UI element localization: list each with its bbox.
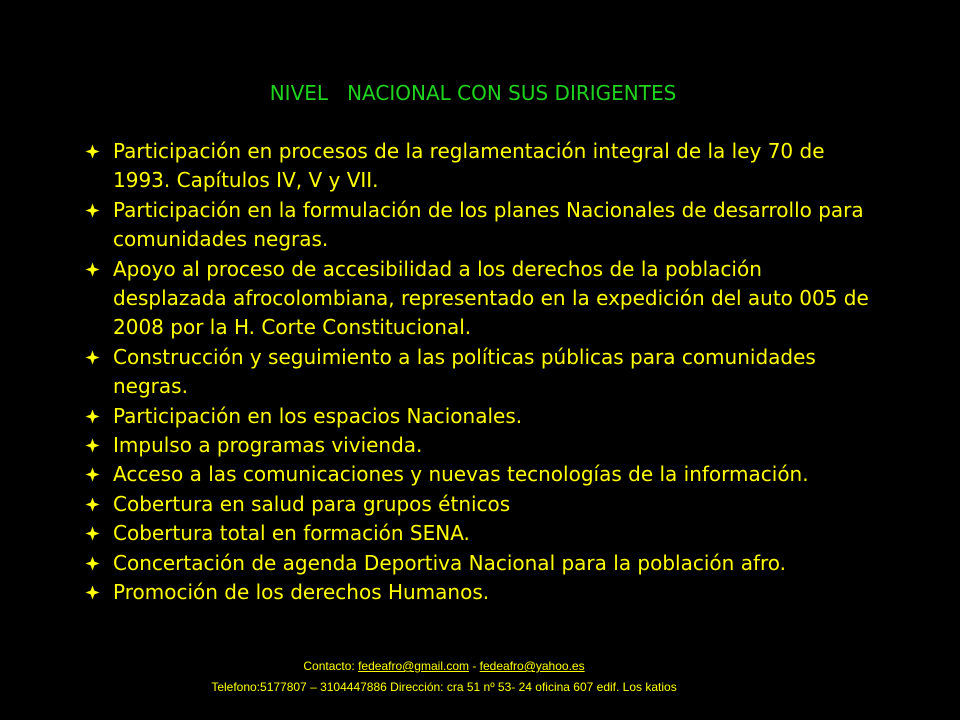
bullet-item — [80, 578, 880, 607]
diamond-star-icon — [80, 460, 104, 489]
bullet-item — [80, 255, 880, 343]
diamond-star-icon — [80, 549, 104, 578]
bullet-item — [80, 343, 880, 402]
diamond-star-icon — [80, 431, 104, 460]
diamond-star-icon — [80, 402, 104, 431]
bullet-text: Promoción de los derechos Humanos. — [113, 580, 490, 605]
diamond-star-icon — [80, 343, 104, 372]
diamond-star-icon — [80, 196, 104, 225]
bullet-text: Cobertura en salud para grupos étnicos — [113, 491, 511, 516]
bullet-text: Acceso a las comunicaciones y nuevas tecnologías de la información. — [113, 462, 809, 487]
slide-title: NIVEL NACIONAL CON SUS DIRIGENTES — [269, 81, 677, 105]
bullet-item — [80, 460, 880, 489]
bullet-text: Participación en la formulación de los planes Nacionales de desarrollo para comunidades negras. — [113, 197, 864, 252]
bullet-item — [80, 519, 880, 548]
bullet-item — [80, 196, 880, 255]
diamond-star-icon — [80, 490, 104, 519]
bullet-item — [80, 402, 880, 431]
diamond-star-icon — [80, 255, 104, 284]
bullet-item — [80, 137, 880, 196]
diamond-star-icon — [80, 519, 104, 548]
email-separator: - — [469, 659, 480, 673]
bullet-text: Participación en los espacios Nacionales. — [113, 403, 523, 428]
bullet-text: Apoyo al proceso de accesibilidad a los derechos de la población desplazada afrocolombiana, representado en la expedición del auto 005 de 2008 por la H. Corte Constitucional. — [113, 256, 869, 340]
diamond-star-icon — [80, 578, 104, 607]
email-link-yahoo[interactable]: fedeafro@yahoo.es — [479, 659, 585, 673]
contact-label: Contacto: — [303, 659, 359, 673]
footer-contact — [0, 658, 888, 674]
footer-address: Telefono:5177807 – 3104447886 Dirección: cra 51 nº 53- 24 oficina 607 edif. Los katios — [211, 680, 677, 694]
bullet-item — [80, 431, 880, 460]
bullet-text: Concertación de agenda Deportiva Nacional para la población afro. — [113, 550, 787, 575]
bullet-item — [80, 490, 880, 519]
bullet-list — [80, 137, 880, 608]
bullet-text: Participación en procesos de la reglamentación integral de la ley 70 de 1993. Capítulos IV, V y VII. — [113, 139, 825, 193]
bullet-text: Cobertura total en formación SENA. — [113, 521, 470, 546]
bullet-text: Construcción y seguimiento a las políticas públicas para comunidades negras. — [113, 344, 816, 399]
bullet-item — [80, 549, 880, 578]
bullet-text: Impulso a programas vivienda. — [113, 433, 423, 458]
email-link-gmail[interactable]: fedeafro@gmail.com — [358, 659, 469, 673]
diamond-star-icon — [80, 137, 104, 166]
